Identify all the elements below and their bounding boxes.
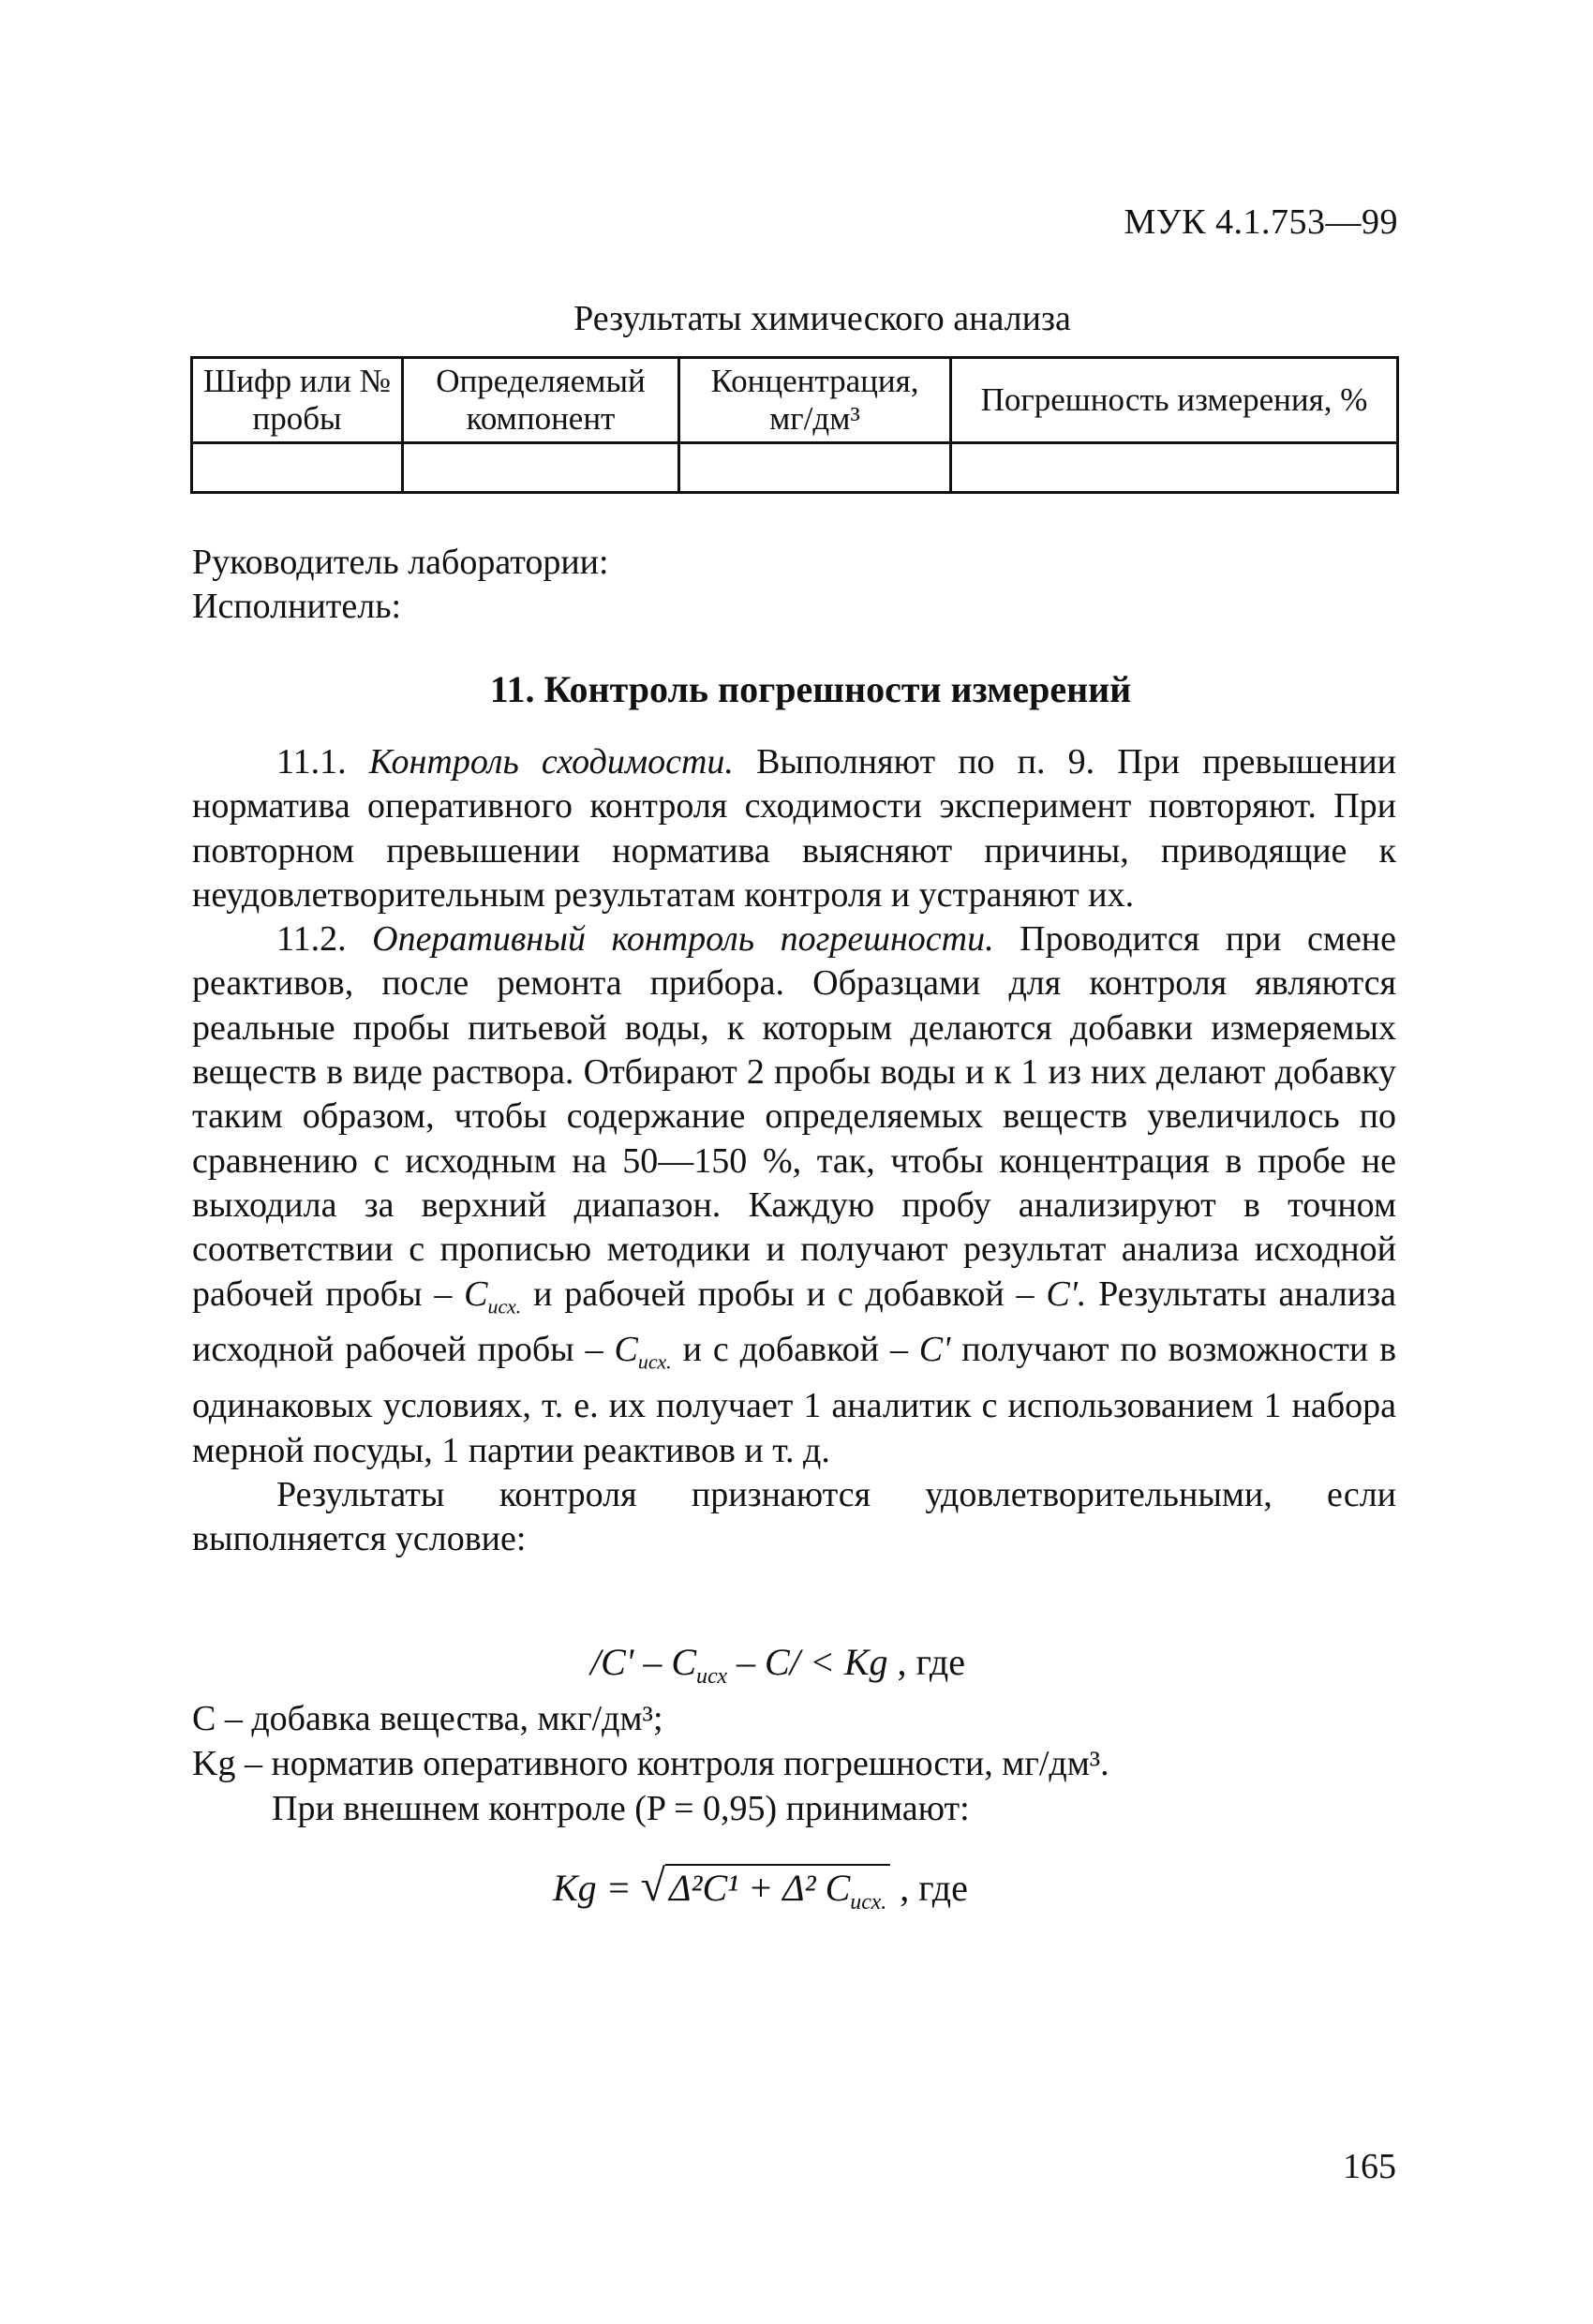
table-cell bbox=[951, 443, 1398, 493]
paragraph-operative-control bbox=[192, 917, 1396, 1473]
page-number: 165 bbox=[1343, 2147, 1396, 2186]
table-cell bbox=[192, 443, 403, 493]
sqrt-sign: √ bbox=[640, 1861, 666, 1911]
column-header-sample-id: Шифр или № пробы bbox=[192, 358, 403, 443]
condition-formula bbox=[590, 1640, 965, 1690]
formula-left: /C' – C bbox=[590, 1641, 697, 1683]
table-title: Результаты химического анализа bbox=[573, 299, 1071, 338]
results-table bbox=[190, 356, 1399, 494]
symbol-subscript: исх. bbox=[487, 1294, 522, 1318]
definition-c: C – добавка вещества, мкг/дм³; bbox=[192, 1699, 663, 1738]
table-row bbox=[192, 443, 1398, 493]
formula-tail: , где bbox=[897, 1641, 966, 1683]
formula-radicand: Δ²C¹ + Δ² C bbox=[669, 1867, 851, 1909]
formula-right: – C/ < Kg bbox=[727, 1641, 888, 1683]
kg-formula bbox=[553, 1860, 968, 1915]
column-header-component: Определяемый компонент bbox=[403, 358, 679, 443]
paragraph-text: Выполняют по п. 9. При превышении норматива оперативного контроля сходимости эксперимент повторяют. При повторном превышении норматива выясняют причины, приводящие к неудовлетворительным результатам контроля и устраняют их. bbox=[192, 742, 1396, 915]
formula-tail: , где bbox=[900, 1867, 968, 1909]
document-code: МУК 4.1.753—99 bbox=[1124, 202, 1398, 242]
paragraph-number: 11.1. bbox=[276, 742, 347, 782]
definitions bbox=[192, 1696, 1109, 1831]
paragraph-text: получают по возможности в одинаковых условиях, т. е. их получает 1 аналитик с использованием 1 набора мерной посуды, 1 партии реактивов и т. д. bbox=[192, 1330, 1397, 1470]
paragraph-convergence bbox=[192, 740, 1396, 917]
column-header-concentration: Концентрация, мг/дм³ bbox=[679, 358, 951, 443]
section-title: 11. Контроль погрешности измерений bbox=[489, 668, 1132, 710]
definition-external-control: При внешнем контроле (P = 0,95) принимают: bbox=[272, 1789, 970, 1828]
paragraph-heading: Контроль сходимости. bbox=[368, 742, 734, 782]
paragraph-text: Результаты контроля признаются удовлетворительными, если выполняется условие: bbox=[192, 1474, 1396, 1559]
symbol-subscript: исх. bbox=[637, 1350, 672, 1375]
paragraph-number: 11.2. bbox=[276, 919, 347, 960]
sqrt-radicand bbox=[665, 1864, 890, 1915]
paragraph-text: Результаты анализа исходной рабочей пробы – bbox=[192, 1274, 1397, 1370]
paragraph-text: и с добавкой – bbox=[682, 1330, 908, 1370]
formula-subscript: исх bbox=[696, 1664, 728, 1689]
lab-head-signature: Руководитель лаборатории: bbox=[192, 543, 609, 582]
executor-signature: Исполнитель: bbox=[192, 587, 402, 626]
formula-left: Kg = bbox=[553, 1867, 641, 1909]
symbol-c: C bbox=[614, 1330, 638, 1370]
symbol-c-prime: C'. bbox=[1046, 1274, 1087, 1314]
paragraph-text: Проводится при смене реактивов, после ремонта прибора. Образцами для контроля являются реальные пробы питьевой воды, к которым делаются добавки измеряемых веществ в виде раствора. Отбирают 2 пробы воды и к 1 из них делают добавку таким образом, чтобы содержание определяемых веществ увеличилось по сравнению с исходным на 50—150 %, так, чтобы концентрация в пробе не выходила за верхний диапазон. Каждую пробу анализируют в точном соответствии с прописью методики и получают результат анализа исходной рабочей пробы – bbox=[192, 919, 1397, 1314]
paragraph-text: и рабочей пробы и с добавкой – bbox=[533, 1274, 1035, 1314]
symbol-c: C bbox=[464, 1274, 488, 1314]
symbol-c-prime: C' bbox=[918, 1330, 951, 1370]
formula-subscript: исх. bbox=[850, 1890, 887, 1914]
section-body bbox=[192, 740, 1396, 1562]
paragraph-heading: Оперативный контроль погрешности. bbox=[372, 919, 994, 960]
table-cell bbox=[679, 443, 951, 493]
column-header-error: Погрешность измерения, % bbox=[951, 358, 1398, 443]
paragraph-condition bbox=[192, 1473, 1396, 1562]
table-cell bbox=[403, 443, 679, 493]
definition-kg: Kg – норматив оперативного контроля погрешности, мг/дм³. bbox=[192, 1744, 1109, 1783]
